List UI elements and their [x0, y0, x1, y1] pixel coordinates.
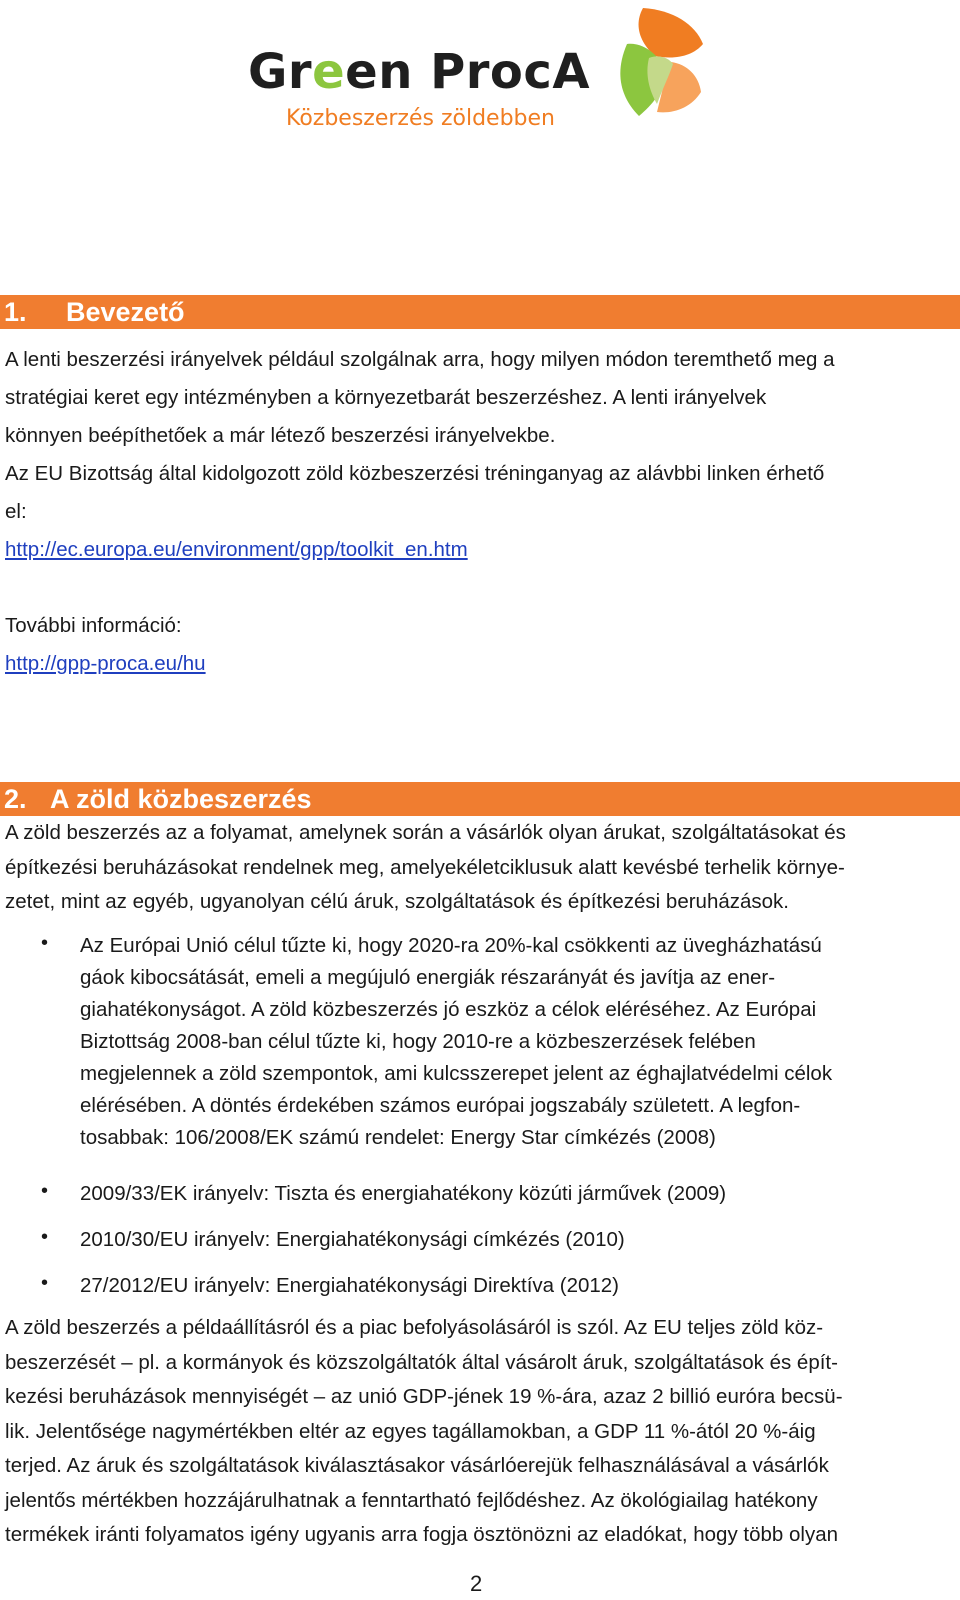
- logo-subtitle: Közbeszerzés zöldebben: [286, 106, 555, 131]
- section-number: 2.: [4, 784, 27, 814]
- more-info-label: További információ:: [5, 614, 182, 637]
- text-line: terjed. Az áruk és szolgáltatások kiválasztásakor vásárlóerejük felhasználásával a vásárlók: [5, 1454, 829, 1477]
- blank-line: [5, 569, 955, 607]
- bullet-icon: •: [41, 932, 49, 954]
- list-item-text: 27/2012/EU irányelv: Energiahatékonysági Direktíva (2012): [80, 1274, 619, 1297]
- section-number: 1.: [4, 297, 27, 327]
- text-line: termékek iránti folyamatos igény ugyanis arra fogja ösztönözni az eladókat, hogy több olyan: [5, 1523, 839, 1546]
- list-item-text: [80, 930, 956, 1154]
- gpp-proca-link[interactable]: http://gpp-proca.eu/hu: [5, 652, 206, 675]
- section-title: A zöld közbeszerzés: [50, 784, 312, 814]
- text-line: el:: [5, 500, 27, 523]
- text-line: elérésében. A döntés érdekében számos európai jogszabály született. A legfon-: [80, 1094, 801, 1117]
- text-line: gáok kibocsátását, emeli a megújuló energiák részarányát és javítja az ener-: [80, 966, 776, 989]
- text-line: könnyen beépíthetőek a már létező beszerzési irányelvekbe.: [5, 424, 556, 447]
- list-item-text: 2010/30/EU irányelv: Energiahatékonysági címkézés (2010): [80, 1228, 625, 1251]
- text-line: Az Európai Unió célul tűzte ki, hogy 2020-ra 20%-kal csökkenti az üvegházhatású: [80, 934, 822, 957]
- list-item-text: 2009/33/EK irányelv: Tiszta és energiahatékony közúti járművek (2009): [80, 1182, 727, 1205]
- text-line: A lenti beszerzési irányelvek például szolgálnak arra, hogy milyen módon teremthető meg a: [5, 348, 835, 371]
- text-line: megjelennek a zöld szempontok, ami kulcsszerepet jelent az éghajlatvédelmi célok: [80, 1062, 833, 1085]
- text-line: tosabbak: 106/2008/EK számú rendelet: Energy Star címkézés (2008): [80, 1126, 716, 1149]
- section-1-paragraph: [5, 341, 955, 683]
- section-title: Bevezető: [66, 297, 185, 327]
- logo-title-accent-letter: e: [312, 44, 346, 100]
- text-line: kezési beruházások mennyiségét – az unió GDP-jének 19 %-ára, azaz 2 billió euróra becsü-: [5, 1385, 843, 1408]
- bullet-icon: •: [41, 1272, 49, 1294]
- text-line: lik. Jelentősége nagymértékben eltér az egyes tagállamokban, a GDP 11 %-ától 20 %-áig: [5, 1419, 816, 1443]
- section-2-header: [0, 782, 960, 816]
- text-line: zetet, mint az egyéb, ugyanolyan célú áruk, szolgáltatások és építkezési beruházások.: [5, 890, 790, 913]
- toolkit-link[interactable]: http://ec.europa.eu/environment/gpp/toolkit_en.htm: [5, 538, 468, 561]
- text-line: [5, 645, 955, 683]
- leaf-logo-icon: [583, 4, 708, 134]
- text-line: stratégiai keret egy intézményben a környezetbarát beszerzéshez. A lenti irányelvek: [5, 386, 767, 409]
- section-2-closing-paragraph: [5, 1311, 955, 1553]
- text-line: giahatékonyságot. A zöld közbeszerzés jó eszköz a célok eléréséhez. Az Európai: [80, 998, 817, 1021]
- page-number: 2: [470, 1571, 483, 1596]
- text-line: Az EU Bizottság által kidolgozott zöld közbeszerzési tréninganyag az alávbbi linken érhető: [5, 462, 825, 485]
- green-proca-logo: [248, 4, 708, 144]
- text-line: jelentős mértékben hozzájárulhatnak a fenntartható fejlődéshez. Az ökológiailag hatékony: [5, 1488, 818, 1512]
- logo-title-part: en ProcA: [345, 44, 591, 100]
- section-2-intro: [5, 816, 955, 920]
- section-1-header: [0, 295, 960, 329]
- text-line: beszerzését – pl. a kormányok és közszolgáltatók által vásárolt áruk, szolgáltatások és épít-: [5, 1350, 838, 1374]
- text-line: A zöld beszerzés az a folyamat, amelynek során a vásárlók olyan árukat, szolgáltatásokat és: [5, 821, 846, 844]
- bullet-icon: •: [41, 1180, 49, 1202]
- bullet-icon: •: [41, 1226, 49, 1248]
- logo-title-part: Gr: [248, 44, 313, 100]
- text-line: Biztottság 2008-ban célul tűzte ki, hogy 2010-re a közbeszerzések felében: [80, 1030, 756, 1053]
- text-line: [5, 531, 955, 569]
- text-line: építkezési beruházásokat rendelnek meg, amelyekéletciklusuk alatt kevésbé terhelik környe-: [5, 855, 845, 879]
- logo-title: [248, 44, 590, 100]
- text-line: A zöld beszerzés a példaállításról és a piac befolyásolásáról is szól. Az EU teljes zöld köz-: [5, 1316, 824, 1339]
